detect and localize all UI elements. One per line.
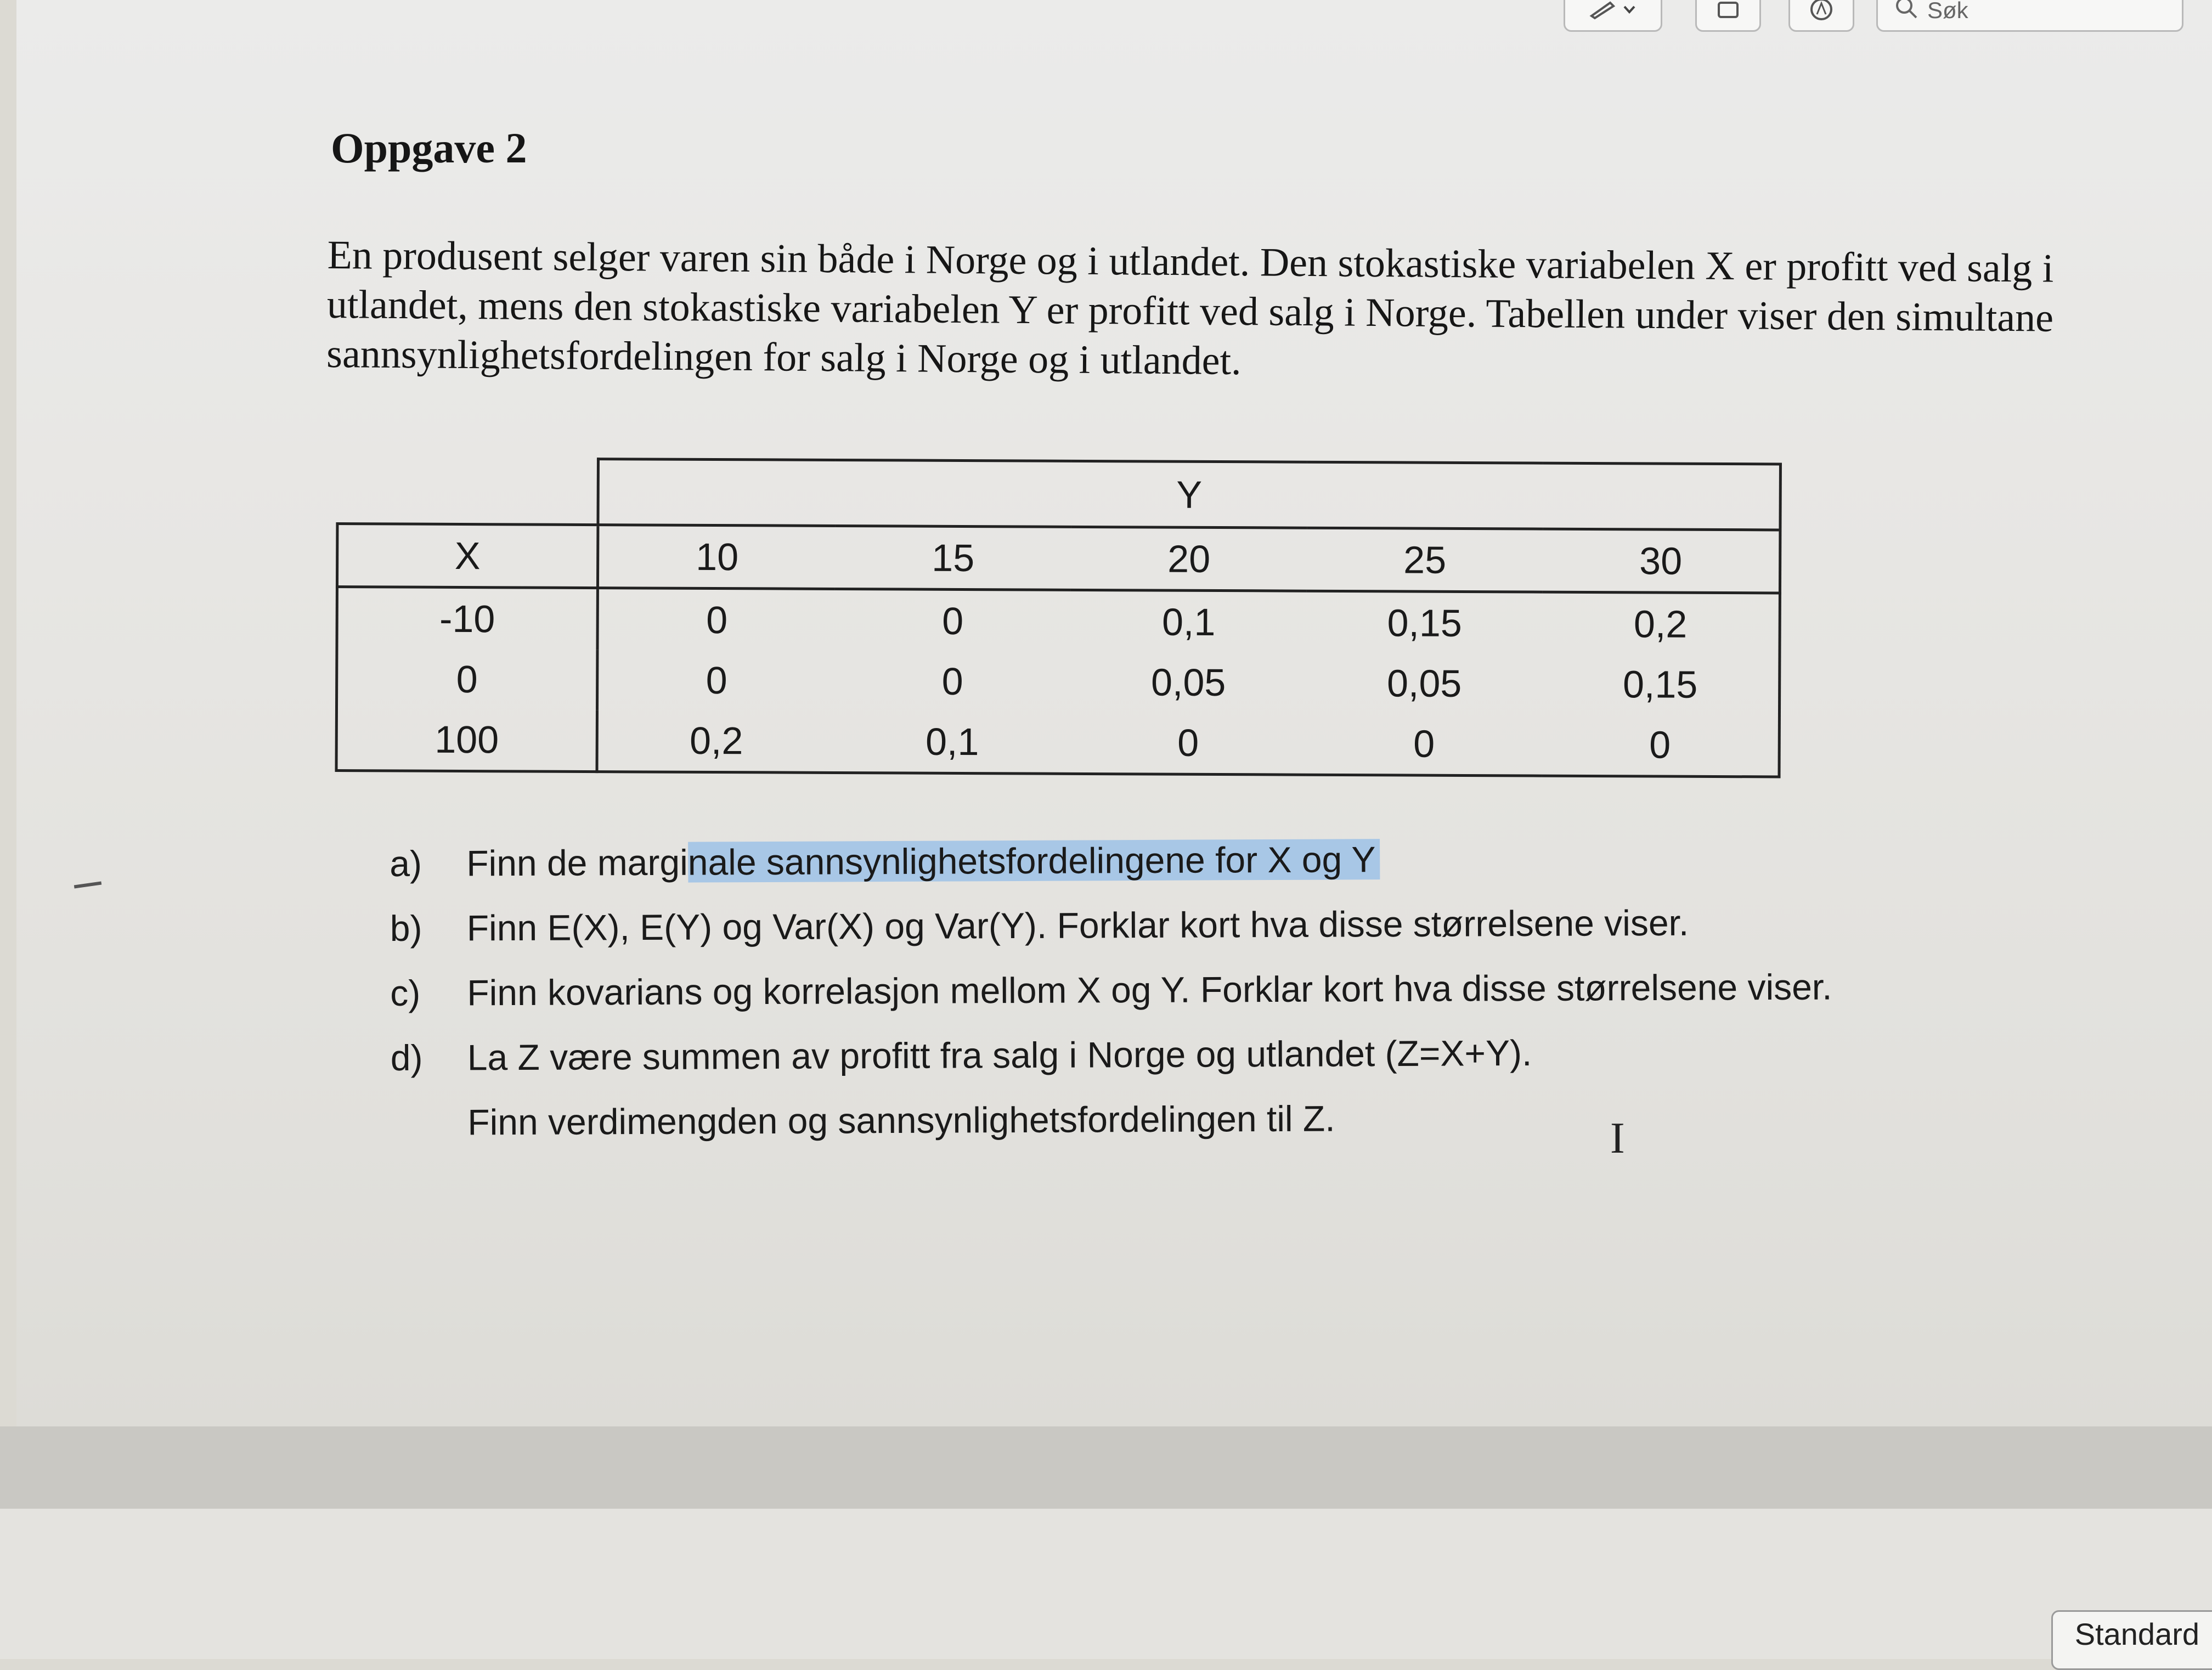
probability-table <box>335 456 1781 778</box>
probability-cell: 0,2 <box>597 710 834 772</box>
toolbar <box>1564 0 2212 38</box>
question-text <box>466 838 1380 884</box>
question-text-plain: Finn de margi <box>466 842 688 884</box>
margin-mark <box>74 882 101 889</box>
text-cursor-icon: I <box>1610 1114 1625 1163</box>
question-d-continued: Finn verdimengden og sannsynlighetsfordelingen til Z. <box>467 1098 1335 1143</box>
box-icon <box>1714 0 1742 23</box>
question-text: Finn E(X), E(Y) og Var(X) og Var(Y). Forklar kort hva disse størrelsene viser. <box>466 902 1689 949</box>
question-a <box>390 824 2035 896</box>
probability-cell: 0,2 <box>1542 592 1780 655</box>
y-value: 30 <box>1543 529 1780 593</box>
probability-cell: 0 <box>1542 714 1779 777</box>
search-placeholder: Søk <box>1927 0 1968 23</box>
y-header: Y <box>598 459 1781 530</box>
question-list <box>390 824 2037 1155</box>
probability-cell: 0,05 <box>1150 661 1226 704</box>
window-button[interactable] <box>1695 0 1761 32</box>
question-letter: c) <box>390 972 421 1013</box>
y-value: 10 <box>597 525 835 589</box>
y-value: 15 <box>835 526 1071 590</box>
pen-icon <box>1588 0 1621 23</box>
question-letter: b) <box>390 907 422 949</box>
probability-cell: 0,1 <box>1161 600 1216 644</box>
question-text: La Z være summen av profitt fra salg i Norge og utlandet (Z=X+Y). <box>467 1032 1532 1078</box>
table-row <box>337 587 1780 655</box>
y-values-row <box>337 524 1780 593</box>
y-value: 25 <box>1307 528 1543 592</box>
probability-cell: 0,15 <box>1387 601 1462 645</box>
document-page <box>16 0 2212 1426</box>
next-page <box>0 1509 2212 1659</box>
table-row <box>336 709 1779 777</box>
probability-cell: 0 <box>1306 713 1542 776</box>
style-selector[interactable]: Standard <box>2051 1610 2212 1670</box>
table-corner <box>337 458 599 525</box>
x-header: X <box>337 524 597 588</box>
y-value: 20 <box>1071 527 1307 591</box>
question-c <box>390 954 2036 1025</box>
selected-text[interactable]: nale sannsynlighetsfordelingene for X og Y <box>688 839 1380 883</box>
probability-cell: 0 <box>1070 712 1306 775</box>
question-letter: a) <box>390 843 422 884</box>
table-header-row <box>337 458 1780 530</box>
question-b <box>390 889 2036 961</box>
probability-cell: 0,05 <box>1386 662 1462 705</box>
probability-cell: 0 <box>941 659 963 703</box>
question-text: Finn kovarians og korrelasjon mellom X og Y. Forklar kort hva disse størrelsene viser. <box>467 966 1832 1013</box>
markup-pen-button[interactable] <box>1564 0 1662 32</box>
x-value: 0 <box>336 648 597 710</box>
x-value: -10 <box>337 587 597 650</box>
probability-cell: 0 <box>706 598 728 642</box>
probability-cell: 0,15 <box>1542 654 1780 715</box>
probability-cell: 0 <box>942 599 964 642</box>
annotate-button[interactable] <box>1788 0 1854 32</box>
probability-cell: 0,1 <box>834 711 1070 774</box>
annotate-icon <box>1808 0 1835 26</box>
page-title: Oppgave 2 <box>331 124 527 172</box>
question-d <box>391 1018 2036 1090</box>
x-value: 100 <box>336 709 597 772</box>
page-gutter <box>0 1426 2212 1509</box>
search-field[interactable] <box>1876 0 2183 32</box>
search-icon <box>1894 0 1927 25</box>
chevron-down-icon <box>1621 1 1638 20</box>
table-row <box>336 648 1779 715</box>
probability-cell: 0 <box>706 658 727 702</box>
intro-paragraph: En produsent selger varen sin både i Norge og i utlandet. Den stokastiske variabelen X er profitt ved salg i utlandet, mens den stokastiske variabelen Y er profitt ved salg i Norge. Tabellen under viser den simultane sannsynlighetsfordelingen for salg i Norge og i utlandet. <box>326 232 2054 384</box>
question-letter: d) <box>390 1037 423 1078</box>
